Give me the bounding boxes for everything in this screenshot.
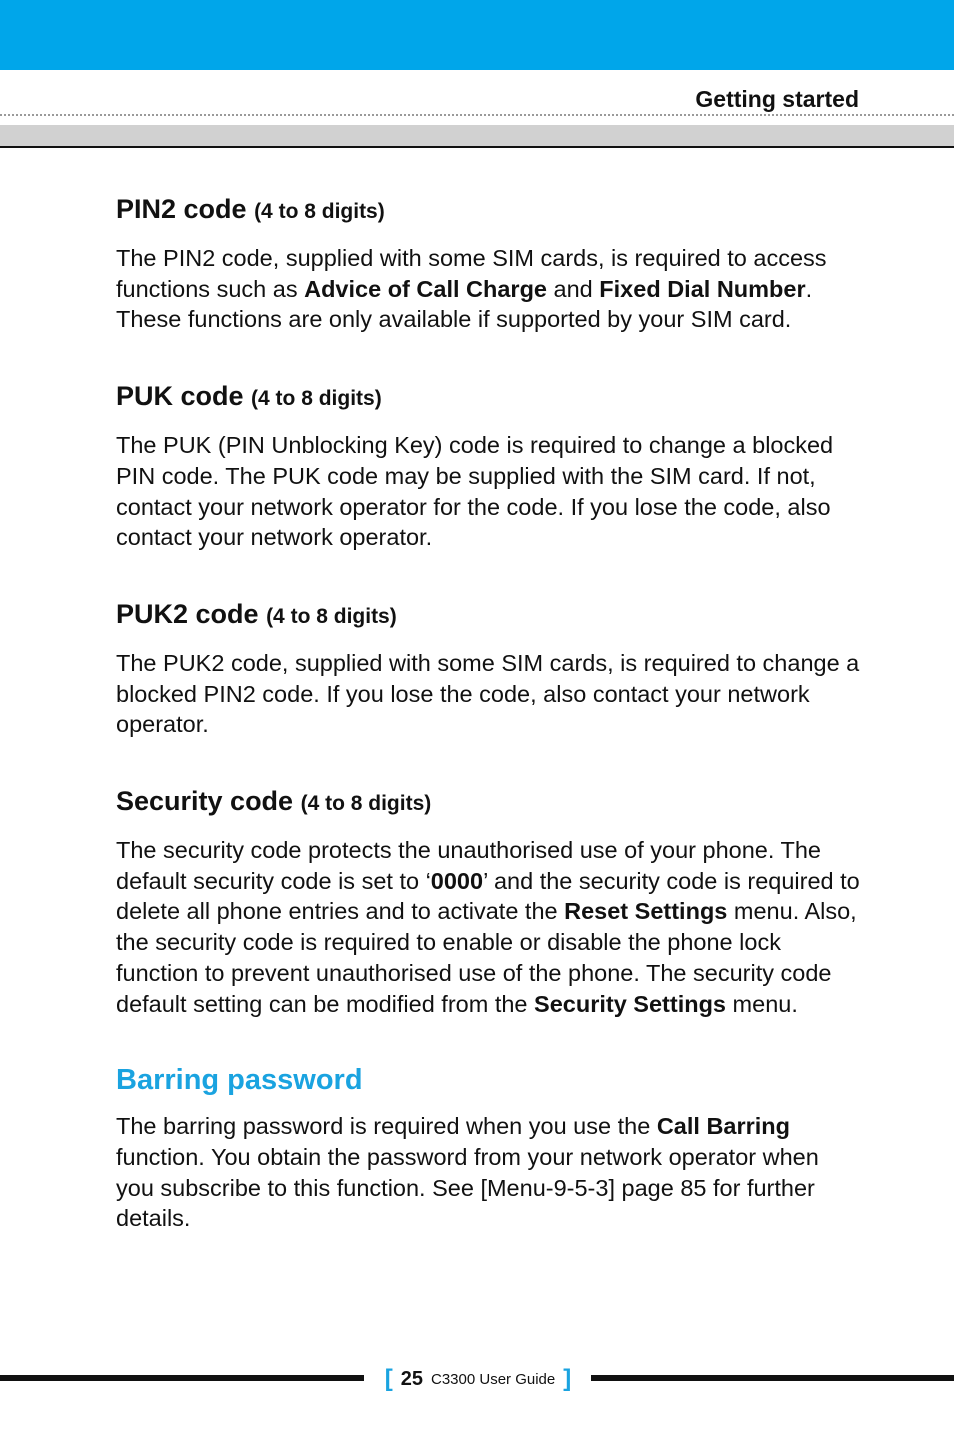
section-body xyxy=(116,835,861,1019)
bold-term: 0000 xyxy=(430,867,484,894)
page-number: 25 xyxy=(400,1367,423,1390)
section-body xyxy=(116,648,861,740)
section-body xyxy=(116,243,861,335)
section-heading: PUK2 code (4 to 8 digits) xyxy=(116,598,397,629)
section-security-code xyxy=(116,784,861,1019)
body-text: and xyxy=(547,275,600,302)
bold-term: Call Barring xyxy=(656,1113,791,1140)
section-barring-password xyxy=(116,1063,861,1234)
body-text: menu. xyxy=(726,990,798,1017)
bold-term: Advice of Call Charge xyxy=(304,275,548,302)
bold-term: Reset Settings xyxy=(564,898,728,925)
bold-term: Fixed Dial Number xyxy=(599,275,806,302)
body-text: The PUK2 code, supplied with some SIM cards, is required to change a blocked PIN2 code. If you lose the code, also contact your network operator. xyxy=(116,649,860,738)
footer-rule-left xyxy=(0,1375,364,1381)
page-content xyxy=(116,192,861,1234)
page-footer xyxy=(374,1364,582,1394)
section-heading: PUK code (4 to 8 digits) xyxy=(116,381,382,412)
section-body xyxy=(116,430,861,553)
footer-bracket-close: ] xyxy=(563,1365,572,1392)
section-heading: PIN2 code (4 to 8 digits) xyxy=(116,194,385,224)
running-header: Getting started xyxy=(695,86,859,112)
section-body xyxy=(116,1111,861,1234)
section-pin2-code xyxy=(116,192,861,335)
footer-bracket-open: [ xyxy=(384,1365,393,1392)
body-text: menu. Also, the security code is required to enable or disable the phone lock function to prevent unauthorised use of the phone. The security code default setting can be modified from the xyxy=(116,898,857,1017)
section-heading: Security code (4 to 8 digits) xyxy=(116,786,432,817)
dotted-divider xyxy=(0,114,954,116)
gray-header-band xyxy=(0,125,954,148)
body-text: The security code protects the unauthorised use of your phone. The default security code is set to ‘ xyxy=(116,837,821,894)
body-text: ’ and the security code is required to delete all phone entries and to activate the xyxy=(116,867,860,925)
section-puk2-code xyxy=(116,597,861,740)
section-heading-accent: Barring password xyxy=(116,1064,363,1097)
top-color-band xyxy=(0,0,954,70)
guide-name: C3300 User Guide xyxy=(431,1370,556,1388)
footer-rule-right xyxy=(591,1375,954,1381)
body-text: The barring password is required when you use the xyxy=(116,1113,657,1140)
body-text: The PIN2 code, supplied with some SIM cards, is required to access functions such as xyxy=(116,245,827,302)
body-text: function. You obtain the password from your network operator when you subscribe to this function. See [Menu-9-5-3] page 85 for further details. xyxy=(116,1143,819,1232)
section-puk-code xyxy=(116,379,861,553)
bold-term: Security Settings xyxy=(534,990,727,1017)
body-text: The PUK (PIN Unblocking Key) code is required to change a blocked PIN code. The PUK code may be supplied with the SIM card. If not, contact your network operator for the code. If you lose the code, also contact your network operator. xyxy=(116,432,834,551)
body-text: . These functions are only available if supported by your SIM card. xyxy=(116,275,813,333)
